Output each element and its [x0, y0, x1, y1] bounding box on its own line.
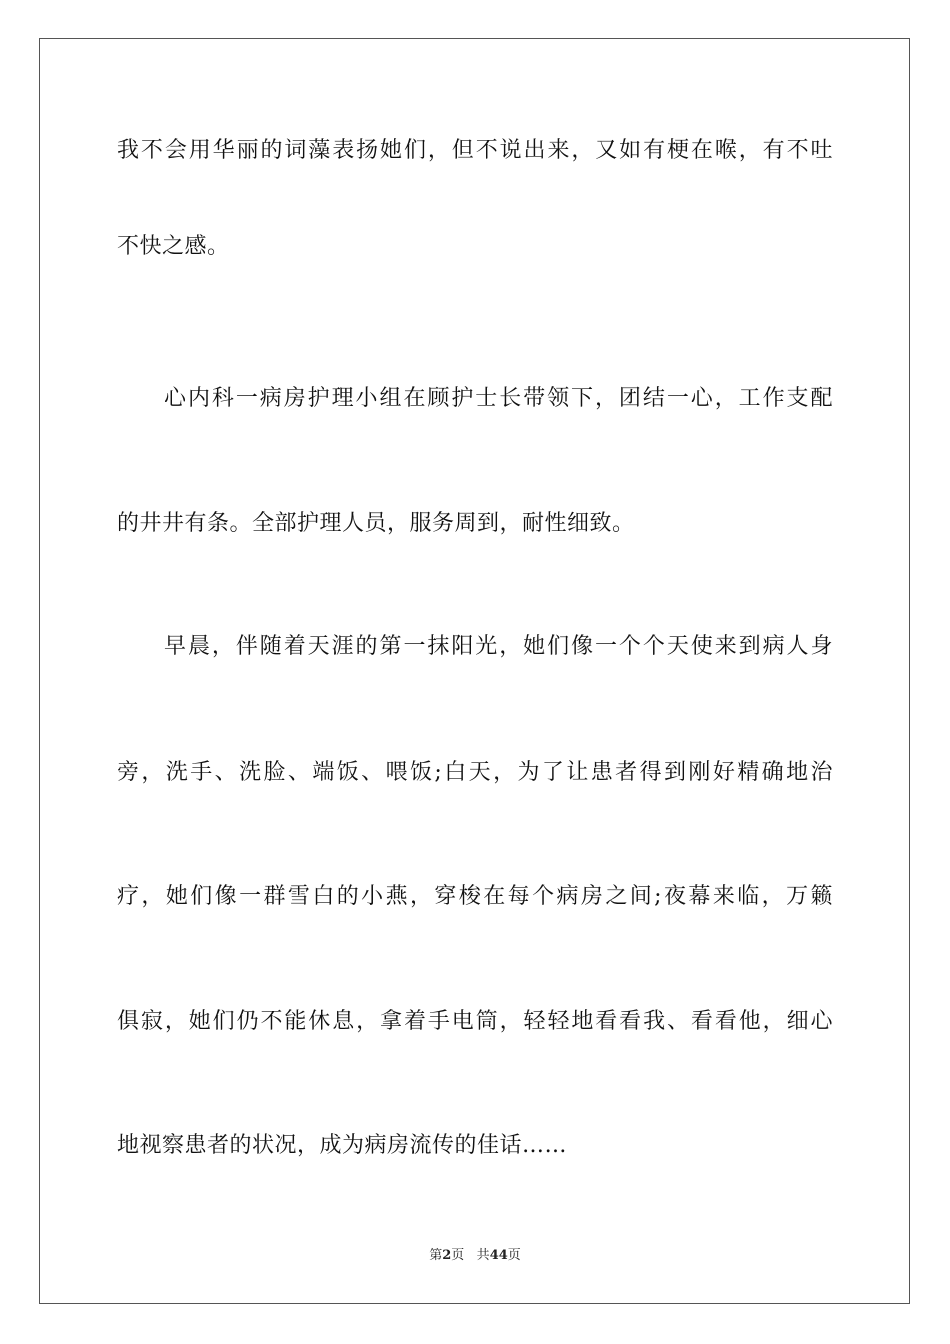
- paragraph-line: 不快之感。: [117, 234, 230, 259]
- paragraph-line: 早晨，伴随着天涯的第一抹阳光，她们像一个个天使来到病人身: [164, 634, 833, 659]
- page-footer: [0, 1247, 950, 1265]
- page-number: 2: [442, 1248, 452, 1263]
- page-prefix: 第: [429, 1248, 443, 1263]
- total-prefix: 共: [476, 1248, 490, 1263]
- paragraph-line: 疗，她们像一群雪白的小燕，穿梭在每个病房之间;夜幕来临，万籁: [117, 884, 833, 909]
- paragraph-line: 心内科一病房护理小组在顾护士长带领下，团结一心，工作支配: [164, 386, 833, 411]
- paragraph-line: 我不会用华丽的词藻表扬她们，但不说出来，又如有梗在喉，有不吐: [117, 138, 833, 163]
- paragraph-line: 旁，洗手、洗脸、端饭、喂饭;白天，为了让患者得到刚好精确地治: [117, 760, 833, 785]
- paragraph-line: 的井井有条。全部护理人员，服务周到，耐性细致。: [117, 511, 635, 536]
- page-border: [39, 38, 910, 1304]
- page-suffix: 页: [451, 1248, 465, 1263]
- paragraph-line: 地视察患者的状况，成为病房流传的佳话……: [117, 1133, 568, 1158]
- paragraph-line: 俱寂，她们仍不能休息，拿着手电筒，轻轻地看看我、看看他，细心: [117, 1009, 833, 1034]
- total-suffix: 页: [507, 1248, 521, 1263]
- total-pages: 44: [489, 1248, 508, 1263]
